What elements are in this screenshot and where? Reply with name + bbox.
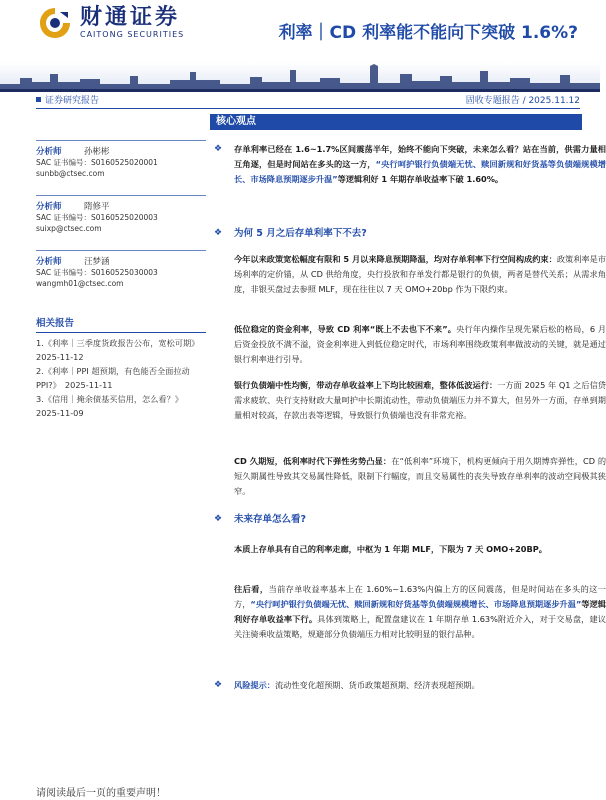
analyst-email[interactable]: suixp@ctsec.com	[36, 224, 102, 233]
report-header	[0, 0, 600, 96]
analyst-card	[36, 140, 206, 187]
diamond-bullet-icon: ❖	[214, 514, 223, 524]
analyst-cert: SAC 证书编号：S0160525020003	[36, 213, 158, 222]
question-heading	[212, 512, 606, 527]
summary-highlight: “央行呵护银行负债端无忧、赎回新规和好货基等负债端规模增长、市场降息预期逐步升温”	[234, 159, 606, 184]
analyst-card	[36, 250, 206, 297]
related-reports-title: 相关报告	[36, 315, 206, 333]
report-category: 证券研究报告	[45, 96, 100, 106]
related-report-link[interactable]: 1.《利率｜三季度货政报告公布，宽松可期》 2025-11-12	[36, 338, 200, 362]
paragraph-1: 今年以来政策宽松幅度有限和 5 月以来降息预期降温，均对存单利率下行空间构成约束：政策利率是市场利率的定价锚，从 CD 供给角度，央行投放和存单发行都是银行的负债，两者是替代关系；从需求角度，非银买盘过去参照 MLF，现在往往以 7 天 OMO+20bp 作为下限约束。	[234, 254, 606, 294]
diamond-bullet-icon: ❖	[214, 144, 223, 154]
related-reports	[36, 315, 206, 420]
city-skyline-banner	[0, 62, 600, 92]
report-title: 利率｜CD 利率能不能向下突破 1.6%?	[278, 23, 578, 43]
header-divider	[36, 108, 580, 109]
diamond-bullet-icon: ❖	[214, 228, 223, 238]
analyst-cert: SAC 证书编号：S0160525020001	[36, 158, 158, 167]
analyst-role: 分析师	[36, 257, 62, 267]
logo-chinese-name: 财通证券	[80, 5, 181, 30]
square-bullet-icon	[36, 97, 41, 102]
paragraph-4: CD 久期短，低利率时代下弹性劣势凸显：在“低利率”环境下，机构更倾向于用久期博弈弹性，CD 的短久期属性导致其交易属性降低，限制下行幅度，而且交易属性的丧失导致存单利率的波动空间极其狭窄。	[234, 456, 606, 496]
paragraph-2: 低位稳定的资金利率，导致 CD 利率“既上不去也下不来”。央行年内操作呈现先紧后松的格局，6 月后资金投放不满不溢，资金利率进入到低位稳定时代，市场利率围绕政策利率做波动的关键，就是通过银行利率进行引导。	[234, 324, 606, 364]
summary-lead: 存单利率已经在 1.6~1.7%区间震荡半年，始终不能向下突破，未来怎么看？站在当前，供需力量相互角逐，但是时间站在多头的这一方，	[234, 144, 606, 169]
diamond-bullet-icon: ❖	[214, 680, 223, 690]
analyst-cert: SAC 证书编号：S0160525030003	[36, 268, 158, 277]
analyst-name: 孙彬彬	[84, 147, 110, 157]
report-meta-row	[36, 93, 580, 107]
section-heading-core-views: 核心观点	[210, 114, 582, 130]
company-logo	[36, 6, 184, 40]
analyst-email[interactable]: sunbb@ctsec.com	[36, 169, 105, 178]
report-type-date: 固收专题报告 / 2025.11.12	[465, 96, 580, 106]
logo-mark-icon	[36, 6, 74, 40]
paragraph-6: 往后看，当前存单收益率基本上在 1.60%~1.63%内偏上方的区间震荡，但是时间站在多头的这一方，“央行呵护银行负债端无忧、赎回新规和好货基等负债端规模增长、市场降息预期逐步升温”等逻辑利好存单收益率下行。具体到策略上，配置盘建议在 1 年期存单 1.63%附近介入，对于交易盘，建议关注骑乘收益策略，规避部分负债端压力相对比较明显的银行品种。	[234, 584, 606, 639]
analyst-name: 汪梦涵	[84, 257, 110, 267]
paragraph-3: 银行负债端中性均衡，带动存单收益率上下均比较困难，整体低波运行：一方面 2025 年 Q1 之后信贷需求疲软、央行支持财政大量呵护中长期流动性，带动负债端压力并不算大，但另外一方面，存单到期量相对较高，存款出表等逻辑，导致银行负债端也没有非常充裕。	[234, 380, 606, 420]
risk-text: 流动性变化超预期、货币政策超预期、经济表现超预期。	[274, 680, 480, 690]
paragraph-5: 本质上存单具有自己的利率走廊，中枢为 1 年期 MLF，下限为 7 天 OMO+20BP。	[234, 544, 547, 554]
risk-label: 风险提示：	[234, 680, 275, 690]
logo-english-name: CAITONG SECURITIES	[80, 30, 185, 39]
question-2: 未来存单怎么看?	[234, 514, 307, 525]
analyst-email[interactable]: wangmh01@ctsec.com	[36, 279, 124, 288]
disclaimer-note: 请阅读最后一页的重要声明！	[36, 788, 166, 799]
risk-warning	[212, 678, 606, 693]
sidebar	[36, 140, 206, 420]
question-1: 为何 5 月之后存单利率下不去?	[234, 228, 367, 239]
related-report-link[interactable]: 3.《信用｜掩余债基买信用，怎么看？》 2025-11-09	[36, 394, 183, 418]
analyst-card	[36, 195, 206, 242]
analyst-name: 隋修平	[84, 202, 110, 212]
question-heading	[212, 226, 606, 241]
analyst-role: 分析师	[36, 202, 62, 212]
summary-paragraph	[212, 142, 606, 187]
related-report-link[interactable]: 2.《利率｜PPI 超预期，有色能否全面拉动 PPI?》 2025-11-11	[36, 366, 190, 390]
summary-tail: 等逻辑利好 1 年期存单收益率下破 1.60%。	[337, 174, 504, 184]
analyst-role: 分析师	[36, 147, 62, 157]
